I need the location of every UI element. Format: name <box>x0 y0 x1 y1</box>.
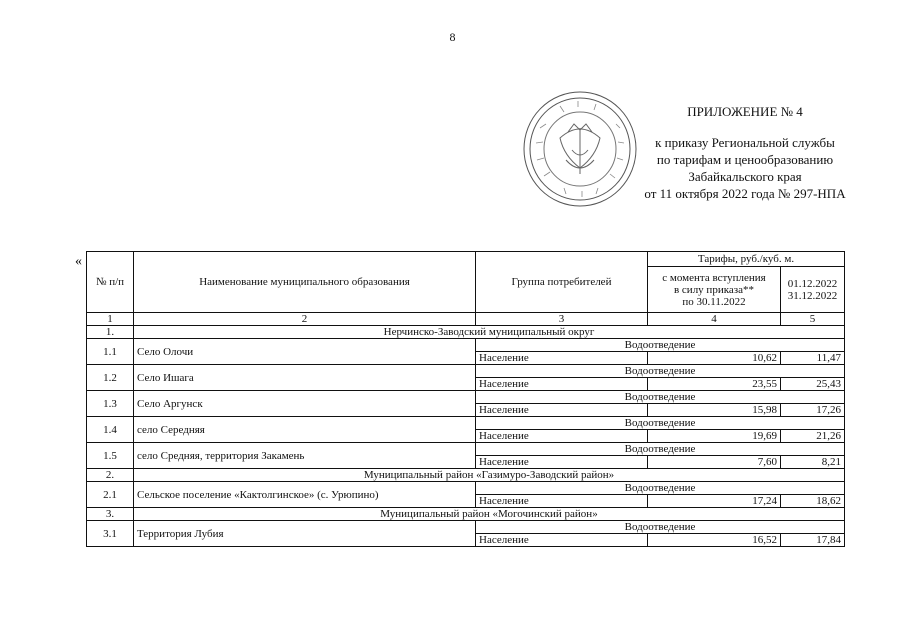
row-tariff-period-2: 8,21 <box>781 456 845 469</box>
row-service: Водоотведение <box>476 521 845 534</box>
section-number: 3. <box>87 508 134 521</box>
column-number: 4 <box>648 313 781 326</box>
section-row <box>87 508 845 521</box>
row-municipality: Сельское поселение «Кактолгинское» (с. Урюпино) <box>134 482 476 508</box>
section-number: 1. <box>87 326 134 339</box>
section-row <box>87 326 845 339</box>
row-number: 1.1 <box>87 339 134 365</box>
row-consumer-group: Население <box>476 352 648 365</box>
row-tariff-period-2: 17,84 <box>781 534 845 547</box>
row-tariff-period-2: 21,26 <box>781 430 845 443</box>
row-number: 3.1 <box>87 521 134 547</box>
row-number: 1.5 <box>87 443 134 469</box>
page-number: 8 <box>449 30 456 44</box>
row-tariff-period-1: 19,69 <box>648 430 781 443</box>
row-consumer-group: Население <box>476 378 648 391</box>
row-number: 1.2 <box>87 365 134 391</box>
row-tariff-period-2: 25,43 <box>781 378 845 391</box>
table-row <box>87 521 845 534</box>
table-row <box>87 339 845 352</box>
row-municipality: село Средняя, территория Закамень <box>134 443 476 469</box>
section-title: Муниципальный район «Могочинский район» <box>134 508 845 521</box>
appendix-header <box>600 103 890 202</box>
row-tariff-period-2: 18,62 <box>781 495 845 508</box>
opening-quote: « <box>75 254 82 269</box>
appendix-title: ПРИЛОЖЕНИЕ № 4 <box>687 104 803 119</box>
row-tariff-period-2: 17,26 <box>781 404 845 417</box>
section-title: Муниципальный район «Газимуро-Заводский район» <box>134 469 845 482</box>
row-number: 1.3 <box>87 391 134 417</box>
appendix-line-2: по тарифам и ценообразованию <box>656 152 834 167</box>
header-period-1-line-1: с момента вступления <box>662 271 766 284</box>
row-tariff-period-1: 15,98 <box>648 404 781 417</box>
row-number: 1.4 <box>87 417 134 443</box>
row-municipality: Село Аргунск <box>134 391 476 417</box>
row-municipality: Село Олочи <box>134 339 476 365</box>
header-period-2-line-1: 01.12.2022 <box>787 277 838 290</box>
table-row <box>87 443 845 456</box>
row-service: Водоотведение <box>476 417 845 430</box>
appendix-line-4: от 11 октября 2022 года № 297-НПА <box>644 186 846 201</box>
row-number: 2.1 <box>87 482 134 508</box>
row-service: Водоотведение <box>476 391 845 404</box>
column-number-row <box>87 313 845 326</box>
header-period-1-line-2: в силу приказа** <box>673 283 754 296</box>
header-period-2-line-2: 31.12.2022 <box>787 289 838 302</box>
row-tariff-period-1: 23,55 <box>648 378 781 391</box>
section-row <box>87 469 845 482</box>
header-period-1-line-3: по 30.11.2022 <box>682 295 746 308</box>
row-consumer-group: Население <box>476 495 648 508</box>
appendix-line-1: к приказу Региональной службы <box>655 135 835 150</box>
section-number: 2. <box>87 469 134 482</box>
row-tariff-period-2: 11,47 <box>781 352 845 365</box>
column-number: 1 <box>87 313 134 326</box>
table-row <box>87 365 845 378</box>
table-row <box>87 417 845 430</box>
header-num: № п/п <box>87 252 134 313</box>
header-period-1 <box>648 267 781 313</box>
column-number: 5 <box>781 313 845 326</box>
column-number: 3 <box>476 313 648 326</box>
row-consumer-group: Население <box>476 430 648 443</box>
row-municipality: Территория Лубия <box>134 521 476 547</box>
row-tariff-period-1: 16,52 <box>648 534 781 547</box>
row-service: Водоотведение <box>476 339 845 352</box>
column-number: 2 <box>134 313 476 326</box>
row-service: Водоотведение <box>476 365 845 378</box>
row-municipality: Село Ишага <box>134 365 476 391</box>
row-tariff-period-1: 10,62 <box>648 352 781 365</box>
row-tariff-period-1: 17,24 <box>648 495 781 508</box>
appendix-line-3: Забайкальского края <box>688 169 802 184</box>
tariff-table <box>86 251 845 547</box>
table-row <box>87 391 845 404</box>
row-tariff-period-1: 7,60 <box>648 456 781 469</box>
row-consumer-group: Население <box>476 456 648 469</box>
section-title: Нерчинско-Заводский муниципальный округ <box>134 326 845 339</box>
row-consumer-group: Население <box>476 534 648 547</box>
header-group: Группа потребителей <box>476 252 648 313</box>
header-row <box>87 252 845 267</box>
row-consumer-group: Население <box>476 404 648 417</box>
row-service: Водоотведение <box>476 443 845 456</box>
row-service: Водоотведение <box>476 482 845 495</box>
header-tariffs: Тарифы, руб./куб. м. <box>648 252 845 267</box>
header-period-2 <box>781 267 845 313</box>
table-row <box>87 482 845 495</box>
row-municipality: село Середняя <box>134 417 476 443</box>
header-name: Наименование муниципального образования <box>134 252 476 313</box>
